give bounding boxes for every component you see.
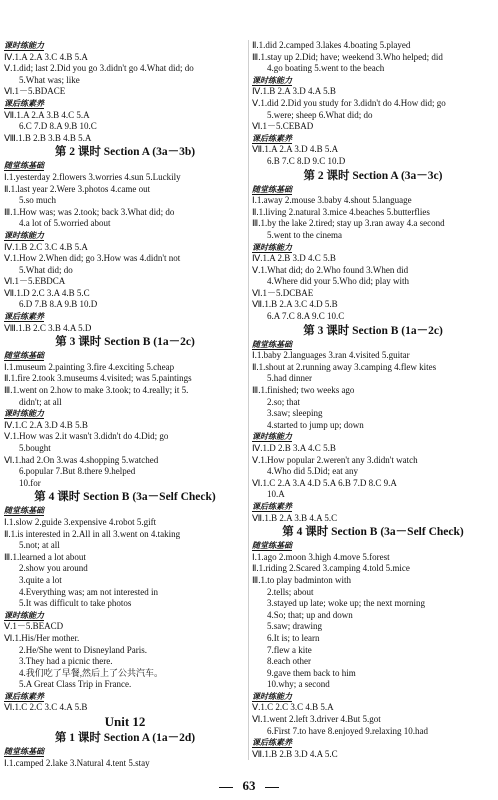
section-label — [4, 610, 246, 622]
answer-line: Ⅴ.1－5.BEACD — [4, 621, 64, 632]
answer-line: Ⅲ.1.by the lake 2.tired; stay up 3.ran away 4.a second — [252, 218, 445, 229]
section-label-text: 课时练能力 — [4, 41, 44, 50]
answer-line: Ⅱ.1.fire 2.took 3.museums 4.visited; was 5.paintings — [4, 373, 192, 384]
answer-line: 3.stayed up late; woke up; the next morning — [267, 598, 425, 609]
answer-line: Ⅲ.1.finished; two weeks ago — [252, 385, 355, 396]
section-label — [4, 505, 246, 517]
answer-line: 7.flew a kite — [267, 644, 312, 655]
section-label — [4, 160, 246, 172]
answer-line: Ⅰ.1.ago 2.moon 3.high 4.move 5.forest — [252, 551, 390, 562]
section-label-text: 课时练能力 — [252, 432, 292, 442]
answer-line: 5.had dinner — [267, 373, 312, 384]
section-label-text: 随堂练基础 — [4, 506, 44, 516]
answer-line: Ⅶ.1.D 2.C 3.A 4.B 5.C — [4, 287, 90, 298]
answer-line: Ⅰ.1.slow 2.guide 3.expensive 4.robot 5.gift — [4, 516, 157, 527]
answer-line: Ⅰ.1.yesterday 2.flowers 3.worries 4.sun 5.Luckily — [4, 171, 181, 182]
answer-line: Ⅱ.1.did 2.camped 3.lakes 4.boating 5.played — [252, 40, 411, 50]
section-label-text: 课后练素养 — [252, 501, 292, 511]
answer-line: 6.A 7.C 8.A 9.C 10.C — [267, 311, 345, 322]
section-label — [4, 40, 246, 52]
answer-line: 4.Who did 5.Did; eat any — [267, 466, 358, 477]
answer-line: 5.went to the cinema — [267, 229, 342, 240]
answer-line: Ⅶ.1.A 2.A 3.B 4.C 5.A — [4, 109, 90, 120]
answer-line: Ⅲ.1.learned a lot about — [4, 551, 86, 562]
answer-line: Ⅵ.1.C 2.C 3.C 4.A 5.B — [4, 702, 88, 713]
answer-line: 6.C 7.D 8.A 9.B 10.C — [19, 121, 97, 132]
section-label-text: 随堂练基础 — [4, 351, 44, 361]
answer-line: Ⅳ.1.B 2.A 3.D 4.A 5.B — [252, 86, 336, 97]
answer-line: 6.It is; to learn — [267, 632, 320, 643]
answer-line: Ⅴ.1.What did; do 2.Who found 3.When did — [252, 264, 409, 275]
section-label-text: 课时练能力 — [252, 75, 292, 85]
answer-line: Ⅵ.1－5.CEBAD — [252, 121, 314, 132]
section-label-text: 随堂练基础 — [252, 184, 292, 194]
answer-line: Ⅵ.1－5.EBDCA — [4, 276, 66, 287]
answer-line: 10.A — [267, 489, 285, 500]
answer-line: 6.D 7.B 8.A 9.B 10.D — [19, 299, 98, 310]
answer-line: Ⅰ.1.away 2.mouse 3.baby 4.shout 5.language — [252, 195, 412, 206]
section-label-text: 随堂练基础 — [4, 747, 44, 757]
lesson-heading: 第 4 课时 Section B (3a－Self Check) — [34, 491, 216, 504]
section-label-text: 课时练能力 — [4, 409, 44, 419]
section-label — [4, 746, 246, 758]
answer-line: Ⅶ.1.B 2.A 3.C 4.D 5.B — [252, 299, 338, 310]
answer-line: Ⅲ.1.to play badminton with — [252, 574, 351, 585]
section-label — [4, 350, 246, 362]
section-label — [252, 242, 494, 254]
answer-line: 5.saw; drawing — [267, 621, 322, 632]
answer-line: 5.What was; like — [19, 74, 80, 85]
answer-line: Ⅵ.1－5.BDACE — [4, 86, 66, 97]
page-footer — [0, 778, 498, 794]
answer-line: 8.each other — [267, 656, 311, 667]
answer-line: Ⅵ.1.C 2.A 3.A 4.D 5.A 6.B 7.D 8.C 9.A — [252, 477, 397, 488]
answer-line: Ⅰ.1.baby 2.languages 3.ran 4.visited 5.guitar — [252, 350, 410, 361]
section-label — [4, 98, 246, 110]
section-label — [4, 691, 246, 703]
section-label-text: 随堂练基础 — [252, 339, 292, 349]
section-label — [4, 311, 246, 323]
answer-line: 5.What did; do — [19, 264, 73, 275]
answer-line: Ⅳ.1.A 2.B 3.D 4.C 5.B — [252, 253, 336, 264]
answer-line: Ⅷ.1.B 2.B 3.B 4.B 5.A — [4, 132, 92, 143]
lesson-heading: 第 2 课时 Section A (3a－3b) — [54, 146, 196, 159]
answer-line: Ⅳ.1.C 2.A 3.D 4.B 5.B — [4, 419, 88, 430]
lesson-heading: 第 1 课时 Section A (1a－2d) — [54, 732, 196, 745]
answer-line: Ⅱ.1.riding 2.Scared 3.camping 4.told 5.mice — [252, 563, 410, 574]
section-label-text: 课后练素养 — [4, 98, 44, 108]
answer-line: 2.show you around — [19, 563, 88, 574]
answer-line: Ⅲ.1.stay up 2.Did; have; weekend 3.Who helped; did — [252, 51, 443, 62]
column-divider — [248, 40, 249, 760]
answer-line: Ⅵ.1－5.DCBAE — [252, 287, 314, 298]
answer-line: Ⅶ.1.B 2.B 3.D 4.A 5.C — [252, 748, 338, 759]
section-label-text: 课后练素养 — [252, 738, 292, 748]
answer-line: Ⅲ.1.went on 2.how to make 3.took; to 4.really; it 5. — [4, 385, 189, 396]
answer-line: 4.go boating 5.went to the beach — [267, 63, 385, 74]
answer-line: Ⅶ.1.A 2.A 3.D 4.B 5.A — [252, 144, 339, 155]
footer-dash-left — [219, 787, 233, 788]
section-label — [252, 737, 494, 749]
footer-dash-right — [265, 787, 279, 788]
section-label-text: 课后练素养 — [252, 133, 292, 143]
section-label-text: 课后练素养 — [4, 312, 44, 322]
lesson-heading: 第 2 课时 Section A (3a－3c) — [303, 169, 443, 182]
answer-line: Ⅳ.1.A 2.A 3.C 4.B 5.A — [4, 51, 88, 62]
answer-line: Ⅵ.1.had 2.On 3.was 4.shopping 5.watched — [4, 454, 159, 465]
answer-line: Ⅴ.1.How 2.When did; go 3.How was 4.didn't not — [4, 253, 181, 264]
section-label-text: 随堂练基础 — [4, 161, 44, 171]
section-label-text: 课时练能力 — [4, 610, 44, 620]
lesson-heading: 第 3 课时 Section B (1a－2c) — [55, 336, 195, 349]
answer-line: Ⅱ.1.living 2.natural 3.mice 4.beaches 5.butterflies — [252, 206, 430, 217]
answer-line: 6.B 7.C 8.D 9.C 10.D — [267, 155, 346, 166]
answer-line: Ⅲ.1.How was; was 2.took; back 3.What did; do — [4, 206, 175, 217]
answer-line: Ⅰ.1.camped 2.lake 3.Natural 4.tent 5.stay — [4, 757, 150, 768]
answer-line: Ⅳ.1.B 2.C 3.C 4.B 5.A — [4, 241, 88, 252]
answer-line: 3.They had a picnic there. — [19, 656, 113, 667]
answer-line: 5.It was difficult to take photos — [19, 598, 132, 609]
answer-line: 2.tells; about — [267, 586, 314, 597]
answer-line: 9.gave them back to him — [267, 667, 356, 678]
answer-line: Ⅵ.1.went 2.left 3.driver 4.But 5.got — [252, 714, 381, 725]
answer-line: 2.so; that — [267, 396, 300, 407]
left-column — [4, 40, 246, 769]
section-label — [252, 184, 494, 196]
answer-line: 5.bought — [19, 443, 51, 453]
section-label-text: 课时练能力 — [4, 230, 44, 240]
answer-line: Ⅵ.1.His/Her mother. — [4, 632, 80, 643]
answer-line: 10.for — [19, 477, 41, 488]
answer-line: 5.were; sheep 6.What did; do — [267, 109, 373, 120]
answer-line: Ⅴ.1.did; last 2.Did you go 3.didn't go 4.What did; do — [4, 63, 194, 74]
answer-line: Ⅴ.1.How was 2.it wasn't 3.didn't do 4.Did; go — [4, 431, 169, 442]
lesson-heading: 第 3 课时 Section B (1a－2c) — [303, 324, 443, 337]
answer-line: Ⅴ.1.How popular 2.weren't any 3.didn't watch — [252, 454, 418, 465]
section-label — [252, 501, 494, 513]
answer-line: Ⅱ.1.shout at 2.running away 3.camping 4.flew kites — [252, 361, 437, 372]
answer-line: 2.He/She went to Disneyland Paris. — [19, 644, 147, 655]
right-column — [252, 40, 494, 760]
answer-line: Ⅴ.1.C 2.C 3.C 4.B 5.A — [252, 702, 334, 713]
answer-line: 5.so much — [19, 195, 56, 206]
answer-line: 4.Everything was; am not interested in — [19, 586, 158, 597]
section-label-text: 随堂练基础 — [252, 541, 292, 551]
answer-line: 4.So; that; up and down — [267, 609, 353, 620]
answer-line: 5.not; at all — [19, 540, 60, 551]
section-label-text: 课后练素养 — [4, 691, 44, 701]
section-label-text: 课时练能力 — [252, 242, 292, 252]
answer-line: 4.a lot of 5.worried about — [19, 218, 111, 229]
section-label-text: 课时练能力 — [252, 691, 292, 701]
section-label — [252, 339, 494, 351]
page-number: 63 — [242, 778, 256, 793]
answer-line: 5.A Great Class Trip in France. — [19, 679, 132, 690]
answer-line: 3.saw; sleeping — [267, 408, 323, 419]
section-label — [252, 540, 494, 552]
answer-line: Ⅳ.1.D 2.B 3.A 4.C 5.B — [252, 443, 336, 453]
answer-line: 4.Where did your 5.Who did; play with — [267, 276, 409, 287]
section-label — [4, 408, 246, 420]
answer-line: Ⅷ.1.B 2.C 3.B 4.A 5.D — [4, 322, 92, 333]
unit-heading: Unit 12 — [104, 714, 146, 730]
answer-line: Ⅶ.1.B 2.A 3.B 4.A 5.C — [252, 512, 338, 523]
answer-line: Ⅴ.1.did 2.Did you study for 3.didn't do 4.How did; go — [252, 97, 446, 108]
answer-line: 4.started to jump up; down — [267, 419, 364, 430]
section-label — [252, 431, 494, 443]
answer-line: 4.我们吃了早餐,然后上了公共汽车。 — [19, 667, 164, 678]
section-label — [4, 230, 246, 242]
answer-line: 6.First 7.to have 8.enjoyed 9.relaxing 10.had — [267, 725, 428, 736]
section-label — [252, 75, 494, 87]
answer-line: 10.why; a second — [267, 679, 330, 690]
section-label — [252, 691, 494, 703]
answer-line: didn't; at all — [19, 396, 62, 407]
answer-line: 6.popular 7.But 8.there 9.helped — [19, 466, 136, 477]
section-label — [252, 133, 494, 145]
lesson-heading: 第 4 课时 Section B (3a－Self Check) — [282, 526, 464, 539]
answer-line: Ⅱ.1.last year 2.Were 3.photos 4.came out — [4, 183, 151, 194]
answer-line: Ⅱ.1.is interested in 2.All in all 3.went on 4.taking — [4, 528, 181, 539]
answer-line: 3.quite a lot — [19, 574, 62, 585]
answer-line: Ⅰ.1.museum 2.painting 3.fire 4.exciting 5.cheap — [4, 361, 175, 372]
